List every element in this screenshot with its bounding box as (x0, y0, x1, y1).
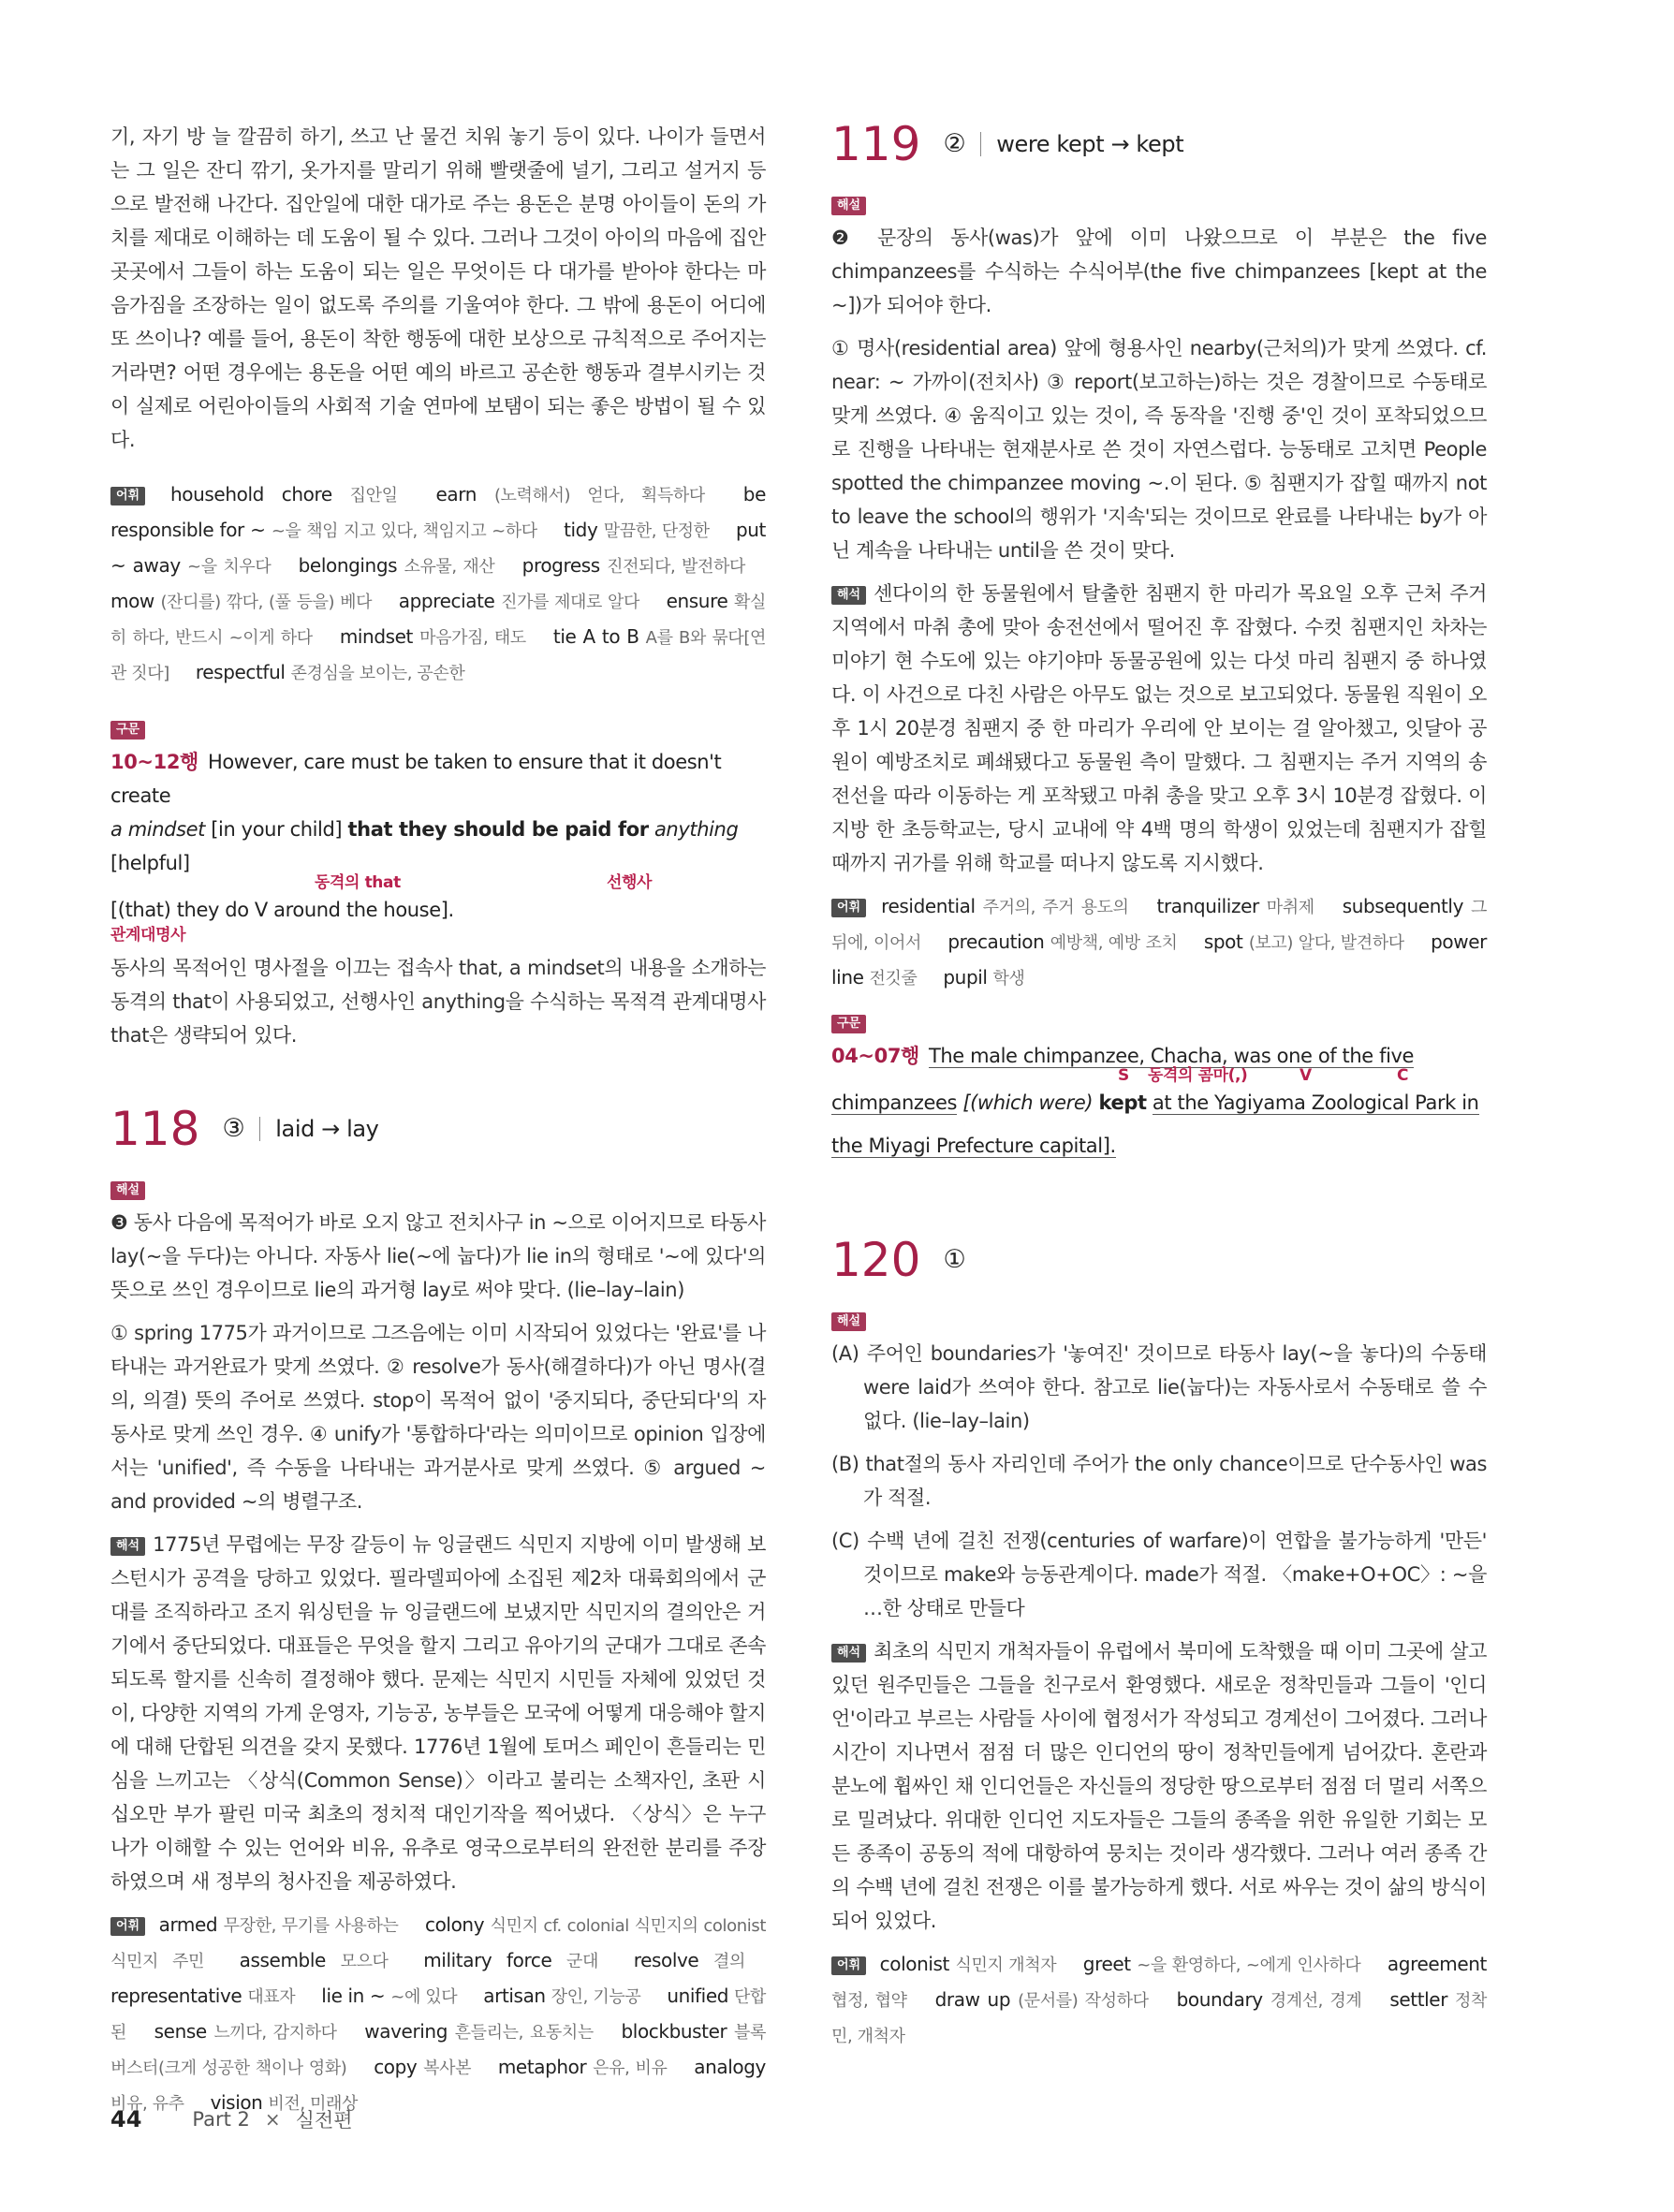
question-120 (831, 1226, 1487, 2054)
section-label: 실전편 (295, 2109, 353, 2131)
vocab-meaning: 주거의, 주거 용도의 (982, 898, 1129, 917)
vocab-meaning: 정착민, 개척자 (831, 1991, 1488, 2046)
vocab-meaning: 존경심을 보이는, 공손한 (290, 664, 465, 683)
vocab-tag: 어휘 (110, 1917, 145, 1936)
vocab-meaning: 결의 (713, 1952, 745, 1971)
vocab-word: power line (831, 930, 1487, 989)
structure-phrase: at the Yagiyama Zoological Park in (1152, 1091, 1479, 1114)
vocab-word: sense (154, 2020, 214, 2043)
structure-line-3 (831, 1129, 1487, 1163)
vocab-meaning: ~을 치우다 (187, 557, 272, 577)
intro-paragraph: 기, 자기 방 늘 깔끔히 하기, 쓰고 난 물건 치워 놓기 등이 있다. 나이가 들면서는 그 일은 잔디 깎기, 옷가지를 말리기 위해 빨랫줄에 널기, 그리고 설거지 등으로 발전해 나간다. 집안일에 대한 대가로 주는 용돈은 분명 아이들이 돈의 가치를 제대로 이해하는 데 도움이 될 수 있다. 그러나 그것이 아이의 마음에 집안 곳곳에서 그들이 하는 도움이 되는 일은 무엇이든 다 대가를 받아야 한다는 마음가짐을 조장하는 일이 없도록 주의를 기울여야 한다. 그 밖에 용돈이 어디에 또 쓰이나? 예를 들어, 용돈이 착한 행동에 대한 보상으로 규칙적으로 주어지는 거라면? 어떤 경우에는 용돈을 어떤 예의 바르고 공손한 행동과 결부시키는 것이 실제로 어린아이들의 사회적 기술 연마에 보탬이 되는 좋은 방법이 될 수 있다. (110, 125, 766, 451)
vocab-meaning: 느끼다, 감지하다 (213, 2023, 337, 2043)
question-header (831, 110, 1487, 178)
structure-text: However, care must be taken to ensure that it doesn't create (110, 751, 722, 807)
vocab-word: boundary (1176, 1988, 1270, 2011)
correction: laid → lay (275, 1116, 379, 1142)
explanation-main: ❷ 문장의 동사(was)가 앞에 이미 나왔으므로 이 부분은 the five chimpanzees를 수식하는 수식어부(the five chimpanzees [kept at the ~])가 되어야 한다. (831, 227, 1487, 316)
vocab-word: ensure (666, 590, 734, 612)
vocab-meaning: 말끔한, 단정한 (603, 521, 710, 541)
vocab-meaning: 모으다 (340, 1952, 389, 1971)
vocab-word: subsequently (1342, 895, 1471, 917)
vocab-block-120 (831, 1947, 1487, 2054)
vocab-tag: 어휘 (110, 487, 145, 505)
vocab-meaning: 확실히 하다, 반드시 ~이게 하다 (110, 593, 766, 648)
structure-phrase: kept (1098, 1091, 1147, 1114)
structure-phrase: that they should be paid for (347, 818, 649, 841)
vocab-meaning: 비유, 유추 (110, 2094, 184, 2114)
vocab-meaning: 단합된 (110, 1987, 766, 2043)
vocab-word: copy (374, 2056, 424, 2078)
vocab-word: put ~ away (110, 519, 766, 577)
vocab-word: tidy (564, 519, 604, 541)
vocab-word: assemble (239, 1949, 341, 1971)
vocab-meaning: 은유, 비유 (593, 2058, 668, 2078)
question-number: 119 (831, 117, 921, 171)
vocab-meaning: ~에 있다 (390, 1987, 458, 2007)
structure-annotations (831, 1066, 1487, 1086)
annotation-appositive-that: 동격의 that (315, 873, 401, 892)
structure-annotations (110, 873, 766, 893)
structure-text: the Miyagi Prefecture capital]. (831, 1135, 1116, 1157)
vocab-meaning: 그 뒤에, 이어서 (831, 898, 1487, 953)
vocab-meaning: 집안일 (349, 486, 398, 505)
question-118 (110, 1095, 766, 2121)
vocab-word: mow (110, 590, 161, 612)
right-column (831, 110, 1487, 2054)
structure-line-2 (110, 813, 766, 880)
vocab-word: respectful (195, 661, 291, 683)
annotation-verb: V (1300, 1066, 1312, 1085)
annotation-appositive-comma: 동격의 콤마(,) (1148, 1066, 1248, 1085)
vocab-word: blockbuster (621, 2020, 734, 2043)
vocab-meaning: 진가를 제대로 알다 (501, 593, 639, 612)
vocab-word: military force (423, 1949, 567, 1971)
page-number: 44 (110, 2106, 142, 2132)
vocab-word: armed (158, 1913, 224, 1936)
left-column (110, 120, 766, 2121)
vocab-word: colony (425, 1913, 491, 1936)
question-number: 118 (110, 1102, 200, 1156)
vocab-meaning: 무장한, 무기를 사용하는 (223, 1916, 399, 1936)
vocab-word: metaphor (497, 2056, 594, 2078)
vocab-word: tranquilizer (1156, 895, 1267, 917)
translation-tag: 해석 (831, 586, 866, 605)
vocab-meaning: 식민지 cf. colonial 식민지의 colonist 식민지 주민 (110, 1916, 766, 1971)
vocab-word: be responsible for ~ (110, 483, 766, 541)
vocab-meaning: 마취제 (1266, 898, 1314, 917)
structure-phrase: anything (653, 818, 739, 841)
structure-line-2 (831, 1086, 1487, 1120)
vocab-word: greet (1082, 1953, 1138, 1975)
vocab-meaning: (문서를) 작성하다 (1018, 1991, 1149, 2011)
translation-tag: 해석 (831, 1644, 866, 1663)
vocab-word: draw up (934, 1988, 1019, 2011)
vocab-meaning: 비전, 미래상 (268, 2094, 359, 2114)
answer-mark: ③ (222, 1114, 245, 1143)
vocab-meaning: 복사본 (423, 2058, 472, 2078)
vocab-word: representative (110, 1985, 248, 2007)
page-footer (110, 2104, 353, 2134)
choice-b-explanation: (B) that절의 동사 자리인데 주어가 the only chance이므로 단수동사인 was가 적절. (831, 1453, 1487, 1509)
question-119 (831, 110, 1487, 1163)
vocab-word: colonist (879, 1953, 956, 1975)
explanation-main: ❸ 동사 다음에 목적어가 바로 오지 않고 전치사구 in ~으로 이어지므로 타동사 lay(~을 두다)는 아니다. 자동사 lie(~에 눕다)가 lie in의 형태로 '~에 있다'의 뜻으로 쓰인 경우이므로 lie의 과거형 lay로 써야 맞다. (lie–lay–lain) (110, 1211, 766, 1301)
vocab-word: residential (881, 895, 983, 917)
vocab-meaning: ~을 환영하다, ~에게 인사하다 (1137, 1956, 1361, 1975)
vocab-list (831, 895, 1487, 989)
structure-ref: 04~07행 (831, 1045, 919, 1067)
structure-line-3: [(that) they do V around the house]. (110, 899, 454, 921)
vocab-word: settler (1389, 1988, 1456, 2011)
vocab-word: agreement (1387, 1953, 1487, 1975)
structure-tag: 구문 (110, 721, 145, 740)
vocab-meaning: 대표자 (247, 1987, 296, 2007)
structure-line-1 (110, 745, 766, 813)
explanation-others: ① 명사(residential area) 앞에 형용사인 nearby(근처의)가 맞게 쓰였다. cf. near: ~ 가까이(전치사) ③ report(보고하는)하는 것은 경찰이므로 수동태로 맞게 쓰였다. ④ 움직이고 있는 것이, 즉 동작을 '진행 중'인 것이 포착되었으므로 진행을 나타내는 현재분사로 쓴 것이 자연스럽다. 능동태로 고치면 People spotted the chimpanzee moving ~.이 된다. ⑤ 침팬지가 잡힐 때까지 not to leave the school의 행위가 '지속'되는 것이므로 완료를 나타내는 by가 아닌 계속을 나타내는 until을 쓴 것이 맞다. (831, 337, 1487, 562)
vocab-word: unified (667, 1985, 735, 2007)
explanation-tag: 해설 (831, 1312, 866, 1331)
explanation-others: ① spring 1775가 과거이므로 그즈음에는 이미 시작되어 있었다는 '완료'를 나타내는 과거완료가 맞게 쓰였다. ② resolve가 동사(해결하다)가 아닌 명사(결의, 의결) 뜻의 주어로 쓰였다. stop이 목적어 없이 '중지되다, 중단되다'의 자동사로 맞게 쓰인 경우. ④ unify가 '통합하다'라는 의미이므로 opinion 입장에서는 'unified', 즉 수동을 나타내는 과거분사로 맞게 쓰였다. ⑤ argued ~ and provided ~의 병렬구조. (110, 1322, 766, 1513)
vocab-word: spot (1203, 930, 1249, 953)
divider (980, 132, 981, 156)
vocab-meaning: A를 B와 묶다[연관 짓다] (110, 628, 766, 683)
vocab-meaning: 예방책, 예방 조치 (1050, 933, 1178, 953)
vocab-meaning: 흔들리는, 요동치는 (454, 2023, 594, 2043)
vocab-block-117 (110, 477, 766, 691)
vocab-meaning: 장인, 기능공 (551, 1987, 641, 2007)
part-label: Part 2 (192, 2108, 250, 2131)
vocab-word: household chore (170, 483, 350, 505)
translation (110, 1528, 766, 1898)
divider (259, 1117, 260, 1141)
vocab-word: lie in ~ (321, 1985, 391, 2007)
translation (831, 1634, 1487, 1938)
annotation-subject: S (1118, 1066, 1129, 1085)
vocab-meaning: 진전되다, 발전하다 (607, 557, 745, 577)
annotation-complement: C (1397, 1066, 1409, 1085)
vocab-word: earn (435, 483, 494, 505)
vocab-meaning: (노력해서) 얻다, 획득하다 (493, 486, 705, 505)
annotation-antecedent: 선행사 (607, 873, 653, 892)
annotation-relative-pronoun: 관계대명사 (110, 926, 186, 945)
structure-phrase: chimpanzees (831, 1091, 958, 1114)
vocab-word: wavering (364, 2020, 455, 2043)
footer-separator: × (264, 2108, 281, 2131)
vocab-meaning: 소유물, 재산 (404, 557, 495, 577)
vocab-tag: 어휘 (831, 899, 866, 917)
structure-phrase: a mindset (110, 818, 205, 841)
choice-a-explanation: (A) 주어인 boundaries가 '놓여진' 것이므로 타동사 lay(~을 놓다)의 수동태 were laid가 쓰여야 한다. 참고로 lie(눕다)는 자동사로서 수동태로 쓸 수 없다. (lie–lay–lain) (831, 1342, 1487, 1432)
translation-tag: 해석 (110, 1537, 145, 1556)
vocab-list (110, 1913, 766, 2114)
structure-block-119 (831, 1005, 1487, 1163)
vocab-word: mindset (339, 625, 420, 648)
vocab-word: resolve (633, 1949, 713, 1971)
vocab-word: tie A to B (552, 625, 646, 648)
question-header (831, 1226, 1487, 1294)
question-header (110, 1095, 766, 1163)
vocab-meaning: (보고) 알다, 발견하다 (1248, 933, 1404, 953)
translation-text: 1775년 무렵에는 무장 갈등이 뉴 잉글랜드 식민지 지방에 이미 발생해 보스턴시가 공격을 당하고 있었다. 필라델피아에 소집된 제2차 대륙회의에서 군대를 조직하라고 조지 워싱턴을 뉴 잉글랜드에 보냈지만 식민지의 결의안은 거기에서 중단되었다. 대표들은 무엇을 할지 그리고 유아기의 군대가 그대로 존속되도록 할지를 신속히 결정해야 했다. 문제는 식민지 시민들 자체에 있었던 것이, 다양한 지역의 가게 운영자, 기능공, 농부들은 모국에 어떻게 대응해야 할지에 대해 단합된 의견을 갖지 못했다. 1776년 1월에 토머스 페인이 흔들리는 민심을 느끼고는 〈상식(Common Sense)〉이라고 불리는 소책자인, 초판 시 십오만 부가 팔린 미국 최초의 정치적 대인기작을 찍어냈다. 〈상식〉은 누구나가 이해할 수 있는 언어와 비유, 유추로 영국으로부터의 완전한 분리를 주장하였으며 새 정부의 청사진을 제공하였다. (110, 1533, 766, 1893)
vocab-meaning: 블록버스터(크게 성공한 책이나 영화) (110, 2023, 766, 2078)
vocab-word: vision (210, 2091, 269, 2114)
structure-phrase: [(which were) (962, 1091, 1094, 1114)
answer-mark: ② (943, 129, 966, 158)
vocab-list (110, 483, 766, 683)
answer-mark: ① (943, 1245, 966, 1274)
translation-text: 센다이의 한 동물원에서 탈출한 침팬지 한 마리가 목요일 오후 근처 주거 지역에서 마취 총에 맞아 송전선에서 떨어진 후 잡혔다. 수컷 침팬지인 차차는 미야기 현 수도에 있는 야기야마 동물공원에 있는 다섯 마리 침팬지 중 하나였다. 이 사건으로 다친 사람은 아무도 없는 것으로 보고되었다. 동물원 직원이 오후 1시 20분경 침팬지 중 한 마리가 우리에 안 보이는 걸 알아챘고, 잇달아 공원이 예방조치로 폐쇄됐다고 동물원 측이 말했다. 그 침팬지는 주거 지역의 송전선을 따라 이동하는 게 포착됐고 마취 총을 맞고 오후 3시 10분경 잡혔다. 이 지방 한 초등학교는, 당시 교내에 약 4백 명의 학생이 있었는데 침팬지가 잡힐 때까지 귀가를 위해 학교를 떠나지 않도록 지시했다. (831, 582, 1487, 874)
vocab-meaning: 경계선, 경계 (1270, 1991, 1362, 2011)
choice-c-explanation: (C) 수백 년에 걸친 전쟁(centuries of warfare)이 연합을 불가능하게 '만든' 것이므로 make와 능동관계이다. made가 적절. 〈make+O+OC〉: ~을 …한 상태로 만들다 (831, 1530, 1487, 1619)
vocab-meaning: 마음가짐, 태도 (419, 628, 526, 648)
structure-phrase: [in your child] (211, 818, 343, 841)
vocab-block-119 (831, 889, 1487, 996)
explanation-tag: 해설 (831, 197, 866, 215)
vocab-word: analogy (694, 2056, 766, 2078)
structure-tag: 구문 (831, 1015, 866, 1033)
structure-text: The male chimpanzee, Chacha, was one of the five (928, 1045, 1415, 1067)
vocab-meaning: 군대 (566, 1952, 599, 1971)
explanation-tag: 해설 (110, 1181, 145, 1200)
vocab-list (831, 1953, 1487, 2046)
vocab-block-118 (110, 1908, 766, 2121)
structure-ref: 10~12행 (110, 751, 198, 773)
vocab-meaning: 식민지 개척자 (955, 1956, 1057, 1975)
question-number: 120 (831, 1233, 921, 1287)
vocab-meaning: 전깃줄 (869, 969, 918, 989)
vocab-tag: 어휘 (831, 1956, 866, 1975)
vocab-word: artisan (483, 1985, 551, 2007)
vocab-word: belongings (298, 554, 404, 577)
structure-block-117 (110, 711, 766, 1052)
structure-explanation: 동사의 목적어인 명사절을 이끄는 접속사 that, a mindset의 내용을 소개하는 동격의 that이 사용되었고, 선행사인 anything을 수식하는 목적격 관계대명사 that은 생략되어 있다. (110, 957, 766, 1047)
vocab-meaning: ~을 책임 지고 있다, 책임지고 ~하다 (271, 521, 537, 541)
vocab-meaning: (잔디를) 깎다, (풀 등을) 베다 (160, 593, 373, 612)
vocab-word: progress (521, 554, 608, 577)
translation-text: 최초의 식민지 개척자들이 유럽에서 북미에 도착했을 때 이미 그곳에 살고 있던 원주민들은 그들을 친구로서 환영했다. 새로운 정착민들과 그들이 '인디언'이라고 부르는 사람들 사이에 협정서가 작성되고 경계선이 그어졌다. 그러나 시간이 지나면서 점점 더 많은 인디언의 땅이 정착민들에게 넘어갔다. 혼란과 분노에 휩싸인 채 인디언들은 자신들의 정당한 땅으로부터 점점 더 멀리 서쪽으로 밀려났다. 위대한 인디언 지도자들은 그들의 종족을 위한 유일한 기회는 모든 종족이 공동의 적에 대항하여 뭉치는 것이라 생각했다. 그러나 여러 종족 간의 수백 년에 걸친 전쟁은 이를 불가능하게 했다. 서로 싸우는 것이 삶의 방식이 되어 있었다. (831, 1640, 1487, 1932)
vocab-meaning: 학생 (992, 969, 1025, 989)
vocab-meaning: 협정, 협약 (831, 1991, 907, 2011)
vocab-word: pupil (943, 966, 993, 989)
translation (831, 577, 1487, 880)
correction: were kept → kept (996, 131, 1184, 157)
vocab-word: precaution (947, 930, 1050, 953)
vocab-word: appreciate (398, 590, 502, 612)
structure-phrase: [helpful] (110, 852, 190, 874)
